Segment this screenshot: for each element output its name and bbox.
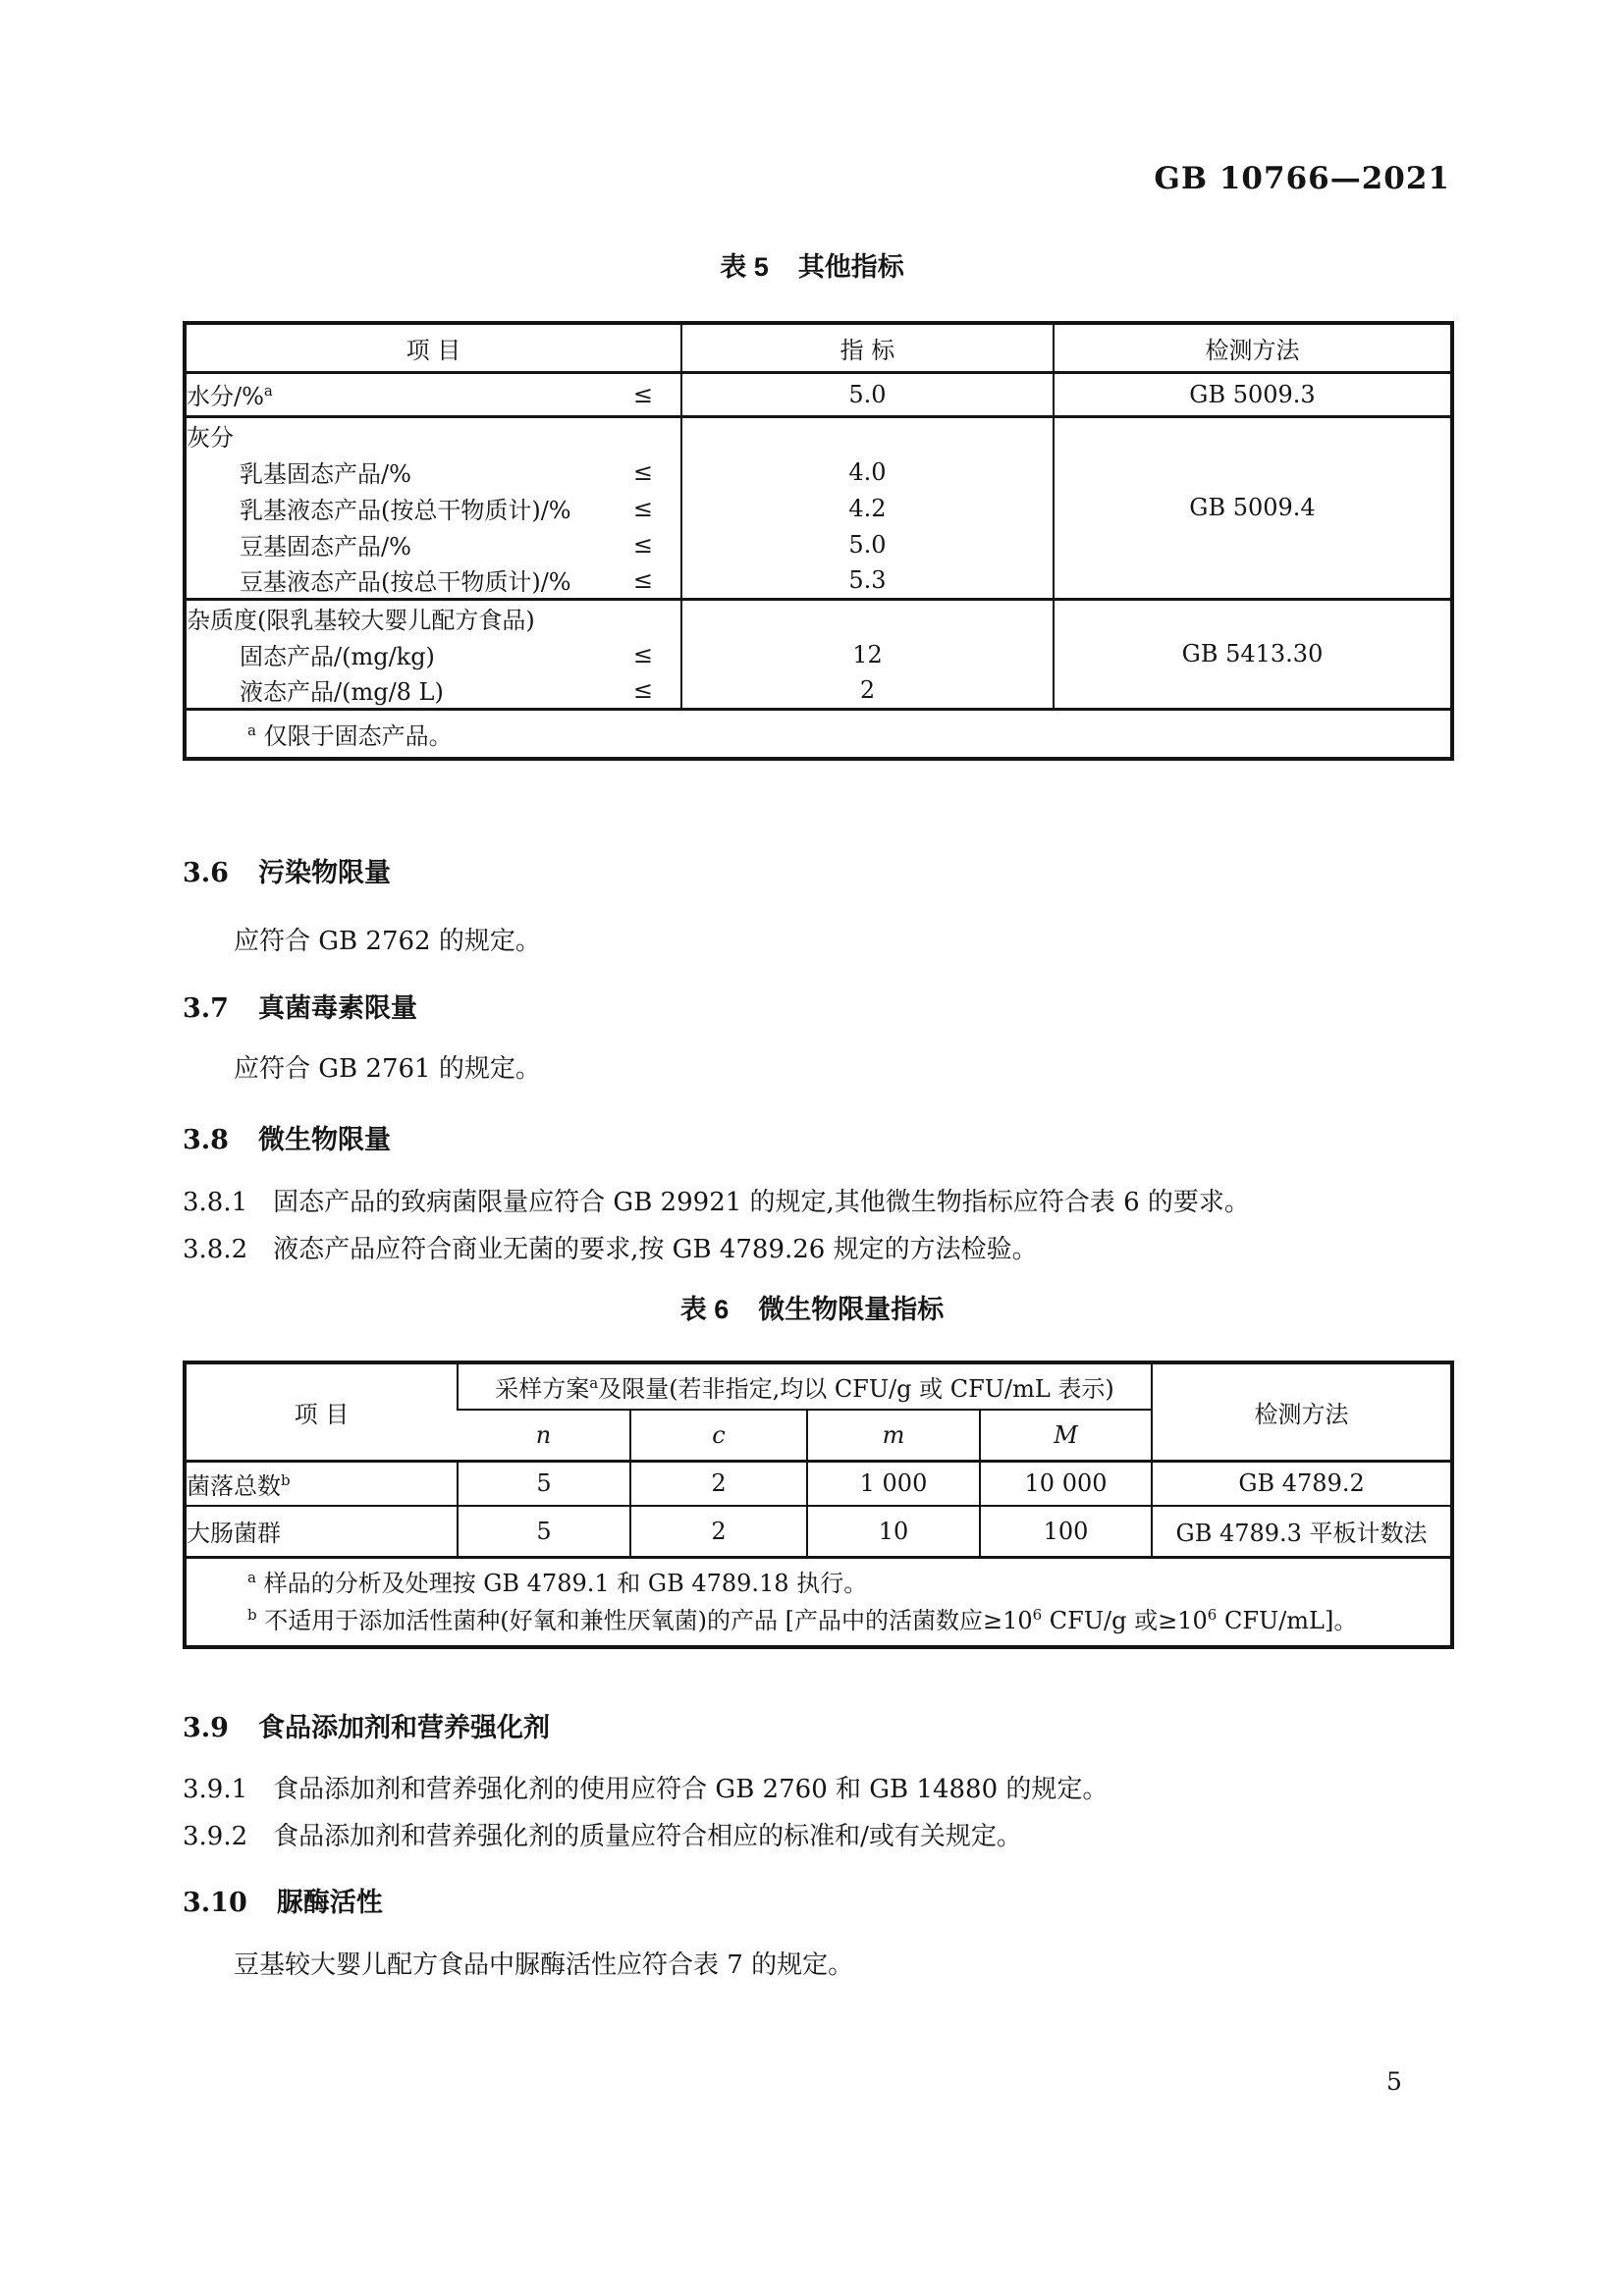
ash-milk-liquid-label: 乳基液态产品(按总干物质计)/% (240, 497, 571, 524)
less-equal-symbol: ≤ (632, 457, 653, 486)
footnote-marker-a: a (589, 1374, 599, 1392)
paragraph-number: 3.9.2 (183, 1822, 248, 1851)
ash-milk-solid-label: 乳基固态产品/% (240, 460, 411, 488)
section-3-6-body: 应符合 GB 2762 的规定。 (234, 927, 541, 956)
section-3-7-heading (183, 987, 417, 1025)
total-colony-M: 10 000 (980, 1461, 1152, 1506)
table5-row-moisture (185, 372, 1452, 416)
coliform-n: 5 (458, 1506, 630, 1557)
table-6-microbial-limits (183, 1361, 1454, 1649)
section-3-7-body: 应符合 GB 2761 的规定。 (234, 1054, 541, 1084)
section-3-9-heading (183, 1706, 550, 1744)
section-number: 3.10 (183, 1888, 247, 1918)
section-title: 脲酶活性 (276, 1888, 383, 1917)
ash-method: GB 5009.4 (1054, 416, 1452, 599)
section-3-10-body: 豆基较大婴儿配方食品中脲酶活性应符合表 7 的规定。 (234, 1950, 854, 1980)
ash-soy-solid-value: 5.0 (681, 526, 1054, 562)
table6-header-row-1 (185, 1362, 1452, 1410)
section-3-9-1 (183, 1769, 1108, 1805)
ash-group-label: 灰分 (185, 416, 681, 454)
page-number: 5 (1386, 2067, 1402, 2096)
table6-header-scheme: 采样方案$^a$及限量(若非指定,均以 CFU/g 或 CFU/mL 表示) (458, 1362, 1152, 1410)
doc-code: GB 10766—2021 (1154, 161, 1450, 196)
section-title: 食品添加剂和营养强化剂 (257, 1713, 550, 1742)
table6-footnote-b: $^b$ 不适用于添加活性菌种(好氧和兼性厌氧菌)的产品 [产品中的活菌数应$\ge 10^6$ CFU/g 或$\ge 10^6$ CFU/mL]。 (247, 1605, 1358, 1634)
moisture-value: 5.0 (681, 372, 1054, 416)
less-equal-symbol: ≤ (632, 530, 653, 559)
table5-header-method: 检测方法 (1054, 323, 1452, 372)
impurity-group-label: 杂质度(限乳基较大婴儿配方食品) (185, 599, 681, 636)
less-equal-symbol: ≤ (632, 675, 653, 704)
coliform-c: 2 (630, 1506, 807, 1557)
table6-header-m: m (807, 1410, 980, 1461)
table5-header-limit: 指 标 (681, 323, 1054, 372)
paragraph-number: 3.8.1 (183, 1188, 248, 1217)
table6-row-coliform (185, 1506, 1452, 1557)
table5-title (0, 245, 1624, 284)
table6-title-text: 微生物限量指标 (758, 1295, 945, 1324)
table5-row-impurity-group (185, 599, 1452, 636)
total-colony-m: 1 000 (807, 1461, 980, 1506)
moisture-method: GB 5009.3 (1054, 372, 1452, 416)
less-equal-symbol: ≤ (632, 494, 653, 522)
paragraph-text: 食品添加剂和营养强化剂的质量应符合相应的标准和/或有关规定。 (273, 1822, 1022, 1851)
table5-footnote-text: 仅限于固态产品。 (263, 721, 453, 750)
total-colony-method: GB 4789.2 (1152, 1461, 1452, 1506)
table6-footnote-a: $^a$ 样品的分析及处理按 GB 4789.1 和 GB 4789.18 执行。 (247, 1568, 868, 1597)
ash-soy-liquid-label: 豆基液态产品(按总干物质计)/% (240, 568, 571, 597)
table6-header-item: 项 目 (294, 1400, 350, 1428)
table5-header-row (185, 323, 1452, 372)
table6-header-n: n (458, 1410, 630, 1461)
less-equal-symbol: ≤ (632, 565, 653, 594)
impurity-liquid-value: 2 (681, 672, 1054, 709)
footnote-marker-a: a (247, 1568, 256, 1586)
table6-header-c: c (630, 1410, 807, 1461)
section-3-9-2 (183, 1816, 1022, 1852)
table6-row-total-colony (185, 1461, 1452, 1506)
ash-milk-liquid-value: 4.2 (681, 490, 1054, 526)
exponent-6: 6 (1032, 1605, 1043, 1624)
footnote-marker-b: b (281, 1470, 291, 1489)
impurity-method: GB 5413.30 (1054, 599, 1452, 709)
section-title: 真菌毒素限量 (257, 993, 417, 1023)
coliform-M: 100 (980, 1506, 1152, 1557)
ash-milk-solid-value: 4.0 (681, 454, 1054, 490)
total-colony-c: 2 (630, 1461, 807, 1506)
moisture-label: 水分/%$^a$ (187, 382, 273, 410)
ash-soy-liquid-value: 5.3 (681, 562, 1054, 599)
section-3-6-heading (183, 851, 391, 889)
exponent-6: 6 (1207, 1605, 1218, 1624)
table6-title-number: 表 6 (679, 1295, 730, 1324)
total-colony-n: 5 (458, 1461, 630, 1506)
impurity-solid-label: 固态产品/(mg/kg) (240, 643, 435, 670)
table6-title (0, 1288, 1624, 1326)
section-number: 3.6 (183, 858, 229, 888)
less-equal-symbol: ≤ (632, 380, 653, 408)
table5-header-item: 项 目 (406, 336, 461, 364)
footnote-marker-b: b (247, 1605, 257, 1624)
paragraph-text: 液态产品应符合商业无菌的要求,按 GB 4789.26 规定的方法检验。 (273, 1235, 1038, 1264)
ash-soy-solid-label: 豆基固态产品/% (240, 533, 411, 561)
impurity-liquid-label: 液态产品/(mg/8 L) (240, 678, 444, 707)
paragraph-number: 3.8.2 (183, 1235, 248, 1264)
impurity-solid-value: 12 (681, 636, 1054, 672)
table6-header-method: 检测方法 (1152, 1362, 1452, 1461)
table6-header-M: M (980, 1410, 1152, 1461)
less-equal-symbol: ≤ (632, 640, 653, 668)
section-3-10-heading (183, 1881, 383, 1919)
section-3-8-heading (183, 1118, 391, 1156)
table5-title-number: 表 5 (720, 252, 769, 282)
table5-title-text: 其他指标 (797, 252, 904, 282)
section-title: 微生物限量 (257, 1125, 391, 1154)
coliform-m: 10 (807, 1506, 980, 1557)
table6-footnote-row (185, 1557, 1452, 1647)
total-colony-label: 菌落总数$^b$ (185, 1461, 458, 1506)
coliform-method: GB 4789.3 平板计数法 (1152, 1506, 1452, 1557)
paragraph-text: 固态产品的致病菌限量应符合 GB 29921 的规定,其他微生物指标应符合表 6 的要求。 (273, 1188, 1250, 1217)
table5-footnote-row (185, 709, 1452, 759)
table-5-other-indicators (183, 321, 1454, 761)
coliform-label: 大肠菌群 (185, 1506, 458, 1557)
section-3-8-1 (183, 1182, 1250, 1218)
footnote-marker-a: a (247, 721, 256, 739)
table5-row-ash-group (185, 416, 1452, 454)
section-number: 3.7 (183, 993, 229, 1024)
section-3-8-2 (183, 1229, 1038, 1265)
paragraph-text: 食品添加剂和营养强化剂的使用应符合 GB 2760 和 GB 14880 的规定。 (273, 1775, 1109, 1804)
section-title: 污染物限量 (257, 858, 391, 887)
paragraph-number: 3.9.1 (183, 1775, 248, 1804)
section-number: 3.8 (183, 1125, 229, 1155)
section-number: 3.9 (183, 1713, 229, 1743)
footnote-marker-a: a (263, 382, 273, 400)
